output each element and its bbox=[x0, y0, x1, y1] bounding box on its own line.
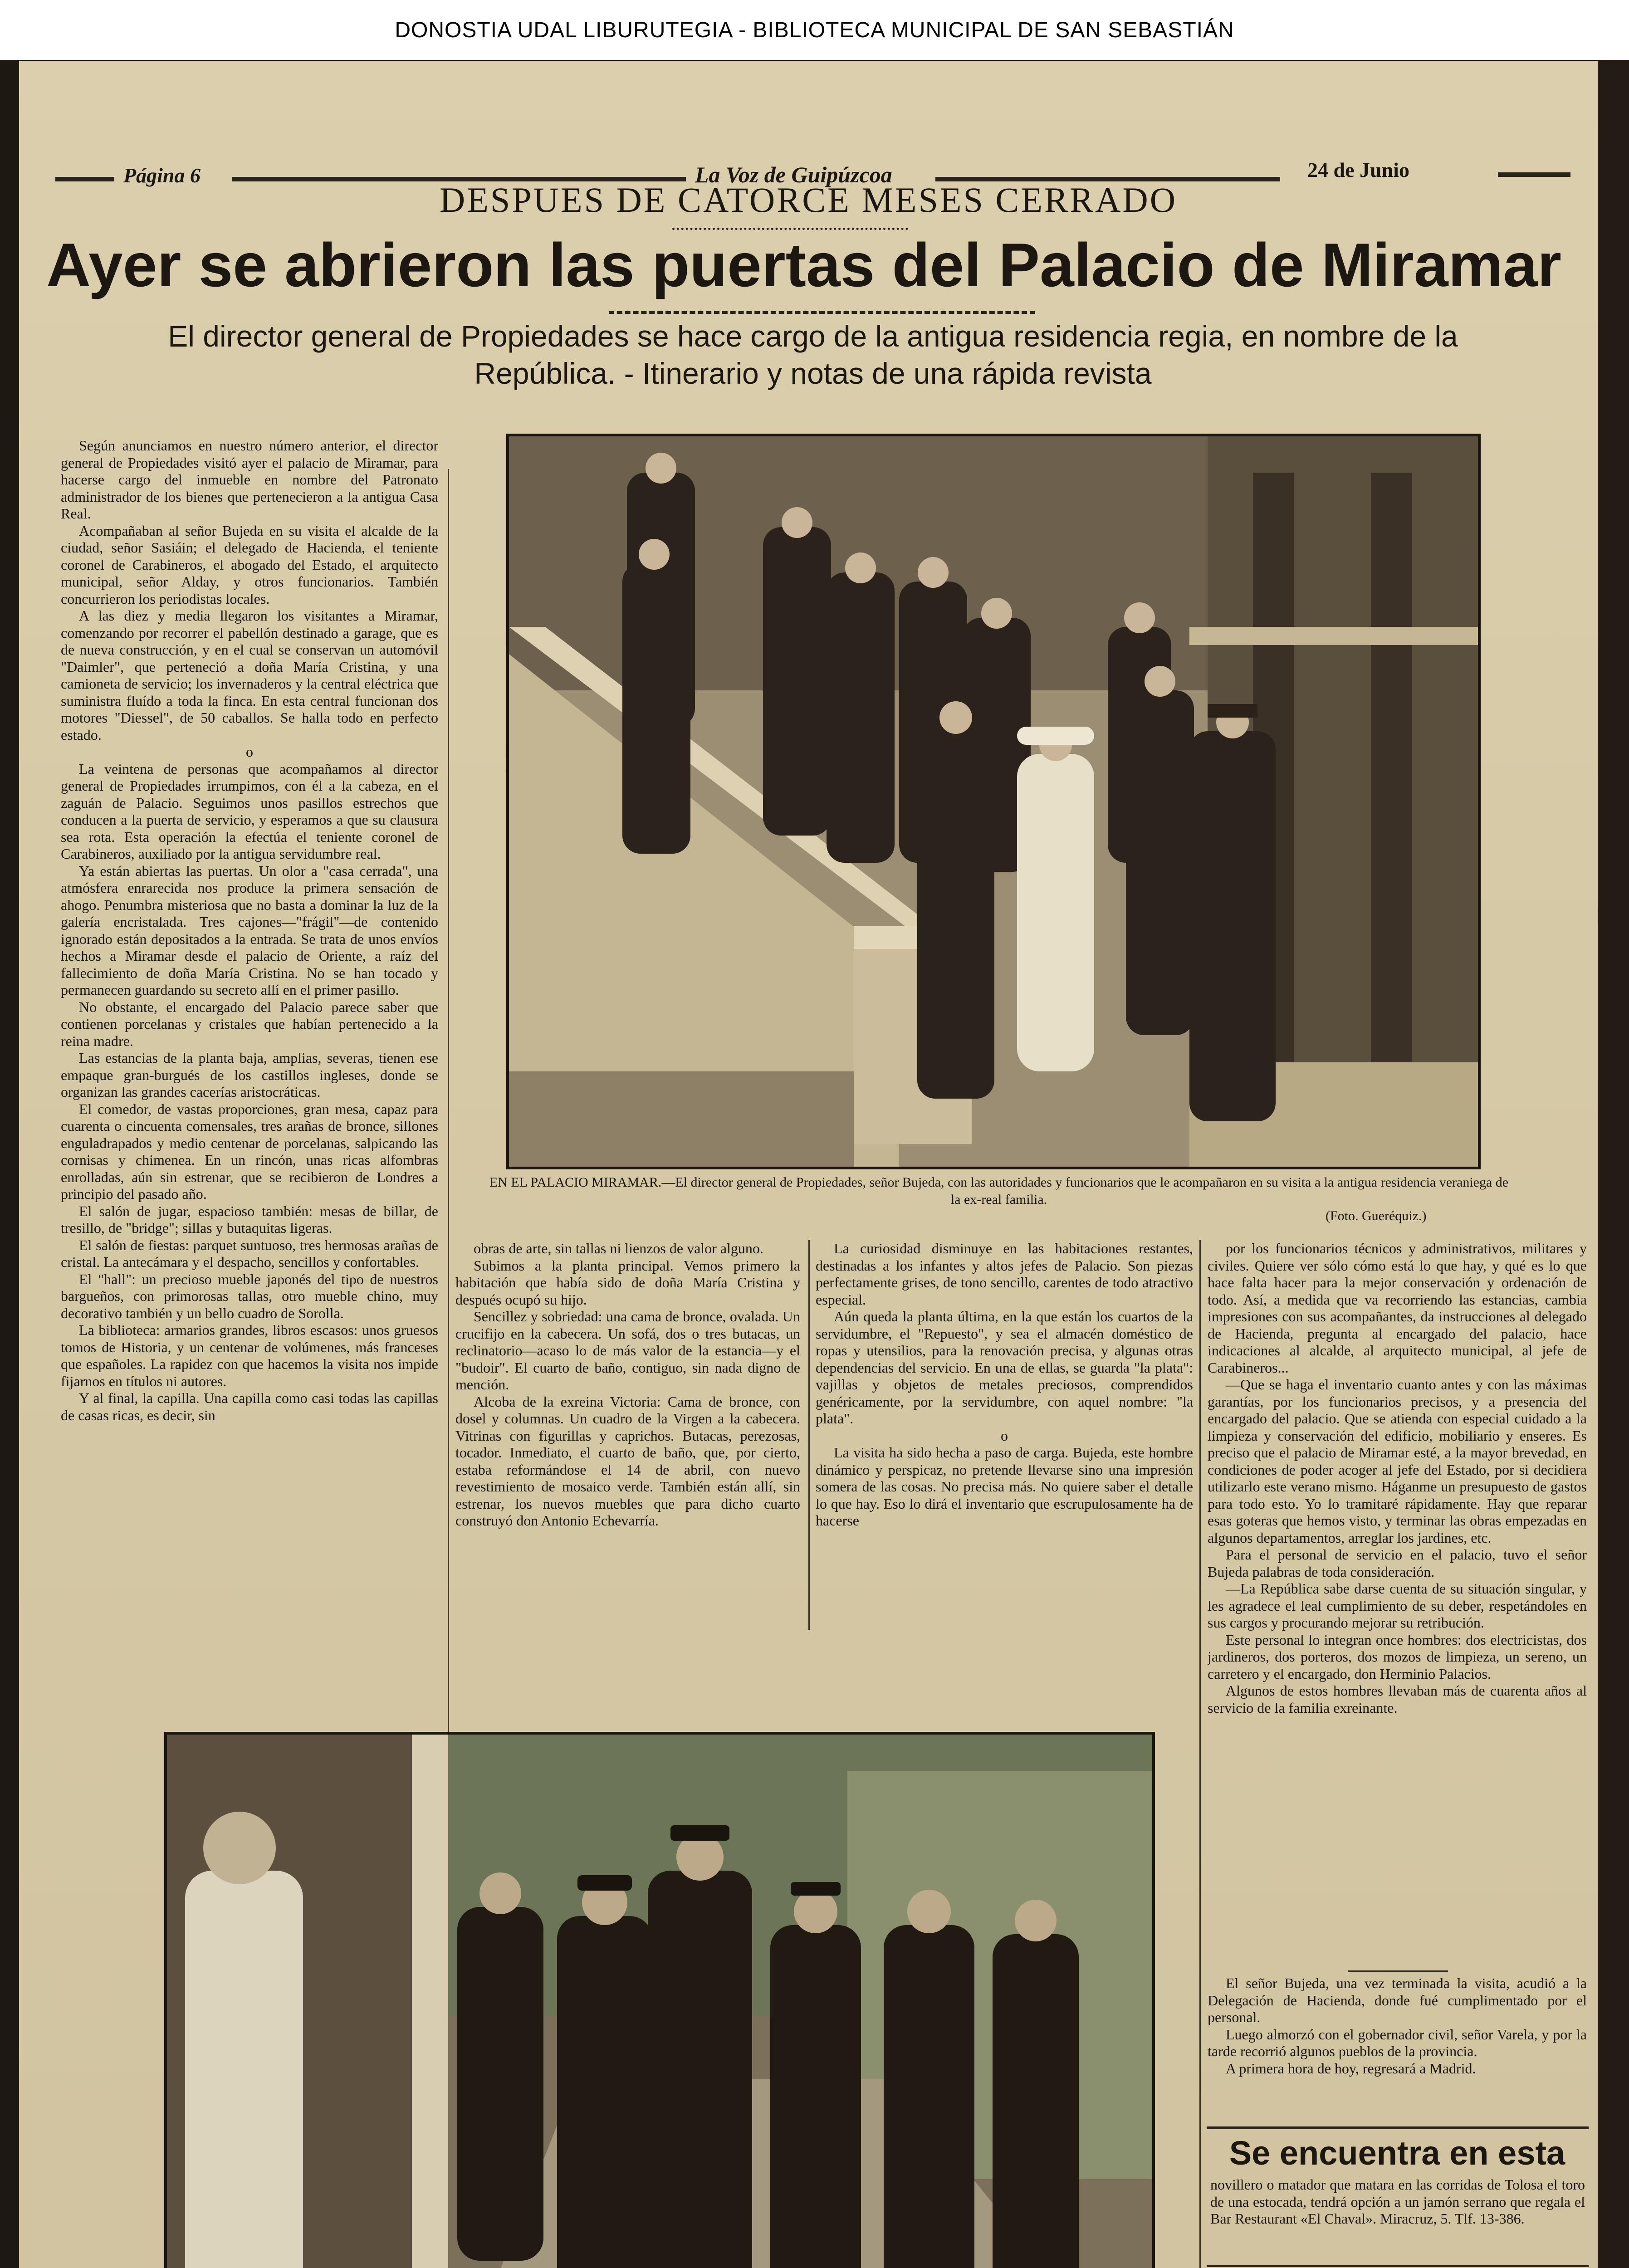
headline-ornament bbox=[609, 311, 1035, 314]
article-paragraph: Y al final, la capilla. Una capilla como casi todas las capillas de casas ricas, es decir, sin bbox=[61, 1390, 438, 1423]
advert-jamon-title: Se encuentra en esta bbox=[1229, 2134, 1565, 2172]
article-paragraph: —Que se haga el inventario cuanto antes y con las máximas garantías, por los funcionarios precisos, y a presencia del encargado del palacio. Que se atienda con especial cuidado a la limpieza y conservación del edificio, mobiliario y enseres. Es preciso que el palacio de Miramar esté, a la mayor brevedad, en condiciones de poder acoger al jefe del Estado, por si decidiera utilizarlo este verano mismo. Háganme un presupuesto de gastos para todo esto. Yo lo tramitaré rápidamente. Hay que reparar esas goteras que hemos visto, y terminar las obras empezadas en algunos departamentos, arreglar los jardines, etc. bbox=[1208, 1376, 1587, 1546]
deck-line-2: República. - Itinerario y notas de una rápida revista bbox=[474, 357, 1152, 390]
header-rule-right bbox=[1498, 172, 1570, 177]
headline-word: abrieron bbox=[284, 230, 532, 299]
column-3 bbox=[816, 1240, 1193, 1639]
newspaper-name: La Voz de Guipúzcoa bbox=[695, 162, 892, 187]
headline-word: Miramar bbox=[1321, 230, 1561, 299]
article-paragraph: La veintena de personas que acompañamos al director general de Propiedades irrumpimos, con él a la cabeza, en el zaguán de Palacio. Seguimos unos pasillos estrechos que conducen a la puerta de servicio, y esperamos a que su clausura sea rota. Esta operación la efectúa el teniente coronel de Carabineros, auxiliado por la antigua servidumbre real. bbox=[61, 760, 438, 862]
headline-word: del bbox=[892, 230, 982, 299]
main-headline bbox=[46, 230, 1561, 300]
article-paragraph: El salón de fiestas: parquet suntuoso, tres hermosas arañas de cristal. La antecámara y el despacho, sencillos y confortables. bbox=[61, 1237, 438, 1270]
advert-jamon-body: novillero o matador que matara en las corridas de Tolosa el toro de una estocada, tendrá opción a un jamón serrano que regala el Bar Restaurant «El Chaval». Miracruz, 5. Tlf. 13-386. bbox=[1210, 2176, 1585, 2227]
article-paragraph: Sencillez y sobriedad: una cama de bronce, ovalada. Un crucifijo en la cabecera. Un sofá, dos o tres butacas, un reclinatorio—acaso lo de más valor de la estancia—y el "budoir". El cuarto de baño, contiguo, sin nada digno de mención. bbox=[455, 1308, 800, 1393]
article-paragraph: Alcoba de la exreina Victoria: Cama de bronce, con dosel y columnas. Un cuadro de la Virgen a la cabecera. Vitrinas con figurillas y caprichos. Butacas, perezosas, tocador. Inmediato, el cuarto de baño, que, por cierto, estaba reformándose el 14 de abril, con nuevo revestimiento de mosaico verde. También están allí, sin estrenar, los nuevos muebles que para dicho cuarto construyó don Antonio Echevarría. bbox=[455, 1393, 800, 1529]
headline-word: Ayer bbox=[46, 230, 181, 299]
article-paragraph: La biblioteca: armarios grandes, libros escasos: unos gruesos tomos de Historia, y un centenar de volúmenes, más franceses que españoles. La rapidez con que hacemos la visita nos impide fijarnos en títulos ni autores. bbox=[61, 1322, 438, 1389]
photo-palace-staircase bbox=[506, 434, 1481, 1169]
headline-word: puertas bbox=[651, 230, 875, 299]
article-paragraph: Las estancias de la planta baja, amplias, severas, tienen ese empaque gran-burgués de los castillos ingleses, donde se organizan las grandes cacerías aristocráticas. bbox=[61, 1050, 438, 1100]
advert-jamon bbox=[1207, 2126, 1589, 2267]
kicker-headline: DESPUES DE CATORCE MESES CERRADO bbox=[439, 180, 1178, 220]
article-paragraph: —La República sabe darse cuenta de su situación singular, y les agradece el leal cumplimiento de su deber, respetándoles en sus cargos y procurando mejorar su retribución. bbox=[1208, 1580, 1587, 1631]
photo-image bbox=[509, 436, 1478, 1167]
headline-word: las bbox=[548, 230, 635, 299]
article-paragraph: El salón de jugar, espacioso también: mesas de billar, de tresillo, de "bridge"; sillas y butaquitas ligeras. bbox=[61, 1202, 438, 1236]
column-2 bbox=[455, 1240, 800, 1639]
headline-word: se bbox=[198, 230, 267, 299]
article-paragraph: o bbox=[246, 743, 253, 760]
headline-word: Palacio bbox=[998, 230, 1215, 299]
article-paragraph: La curiosidad disminuye en las habitaciones restantes, destinadas a los infantes y altos jefes de Palacio. Son piezas perfectamente grises, de tono sencillo, carentes de todo atractivo especial. bbox=[816, 1240, 1193, 1308]
issue-date: 24 de Junio bbox=[1307, 158, 1409, 181]
headline-word: de bbox=[1232, 230, 1304, 299]
photo-image-2 bbox=[167, 1735, 1152, 2268]
column-divider-3 bbox=[1199, 1240, 1201, 2268]
page-number: Página 6 bbox=[123, 164, 201, 187]
article-paragraph: A las diez y media llegaron los visitantes a Miramar, comenzando por recorrer el pabellón destinado a garage, que es de nueva construcción, y en el cual se conservan un automóvil "Daimler", que perteneció a doña María Cristina, y una camioneta de servicio; los invernaderos y la central eléctrica que suministra fluído a toda la finca. En esta central funcionan dos motores "Diessel", de 50 caballos. Se halla todo en perfecto estado. bbox=[61, 607, 438, 743]
article-paragraph: El "hall": un precioso mueble japonés del tipo de nuestros bargueños, con primorosas tallas, otro mueble chino, muy decorativo también y un bello cuadro de Sorolla. bbox=[61, 1271, 438, 1321]
article-paragraph: Luego almorzó con el gobernador civil, señor Varela, y por la tarde recorrió algunos pueblos de la provincia. bbox=[1208, 2026, 1587, 2059]
column-4 bbox=[1208, 1240, 1587, 1966]
newspaper-page bbox=[19, 61, 1598, 2268]
article-paragraph: por los funcionarios técnicos y administrativos, militares y civiles. Quiere ver sólo cómo está lo que hay, y qué es lo que hace falta hacer para la mejor conservación y ordenación de todo. Así, a medida que va recorriendo las estancias, cambia impresiones con sus acompañantes, da instrucciones al delegado de Hacienda, pregunta al encargado del palacio, hace indicaciones al alcalde, al arquitecto municipal, al jefe de Carabineros... bbox=[1208, 1240, 1587, 1376]
photo-1-credit: (Foto. Gueréquiz.) bbox=[1326, 1208, 1427, 1223]
article-paragraph: Este personal lo integran once hombres: dos electricistas, dos jardineros, dos porteros, dos mozos de limpieza, un sereno, un carretero y el encargado, don Herminio Palacios. bbox=[1208, 1631, 1587, 1682]
article-paragraph: La visita ha sido hecha a paso de carga. Bujeda, este hombre dinámico y perspicaz, no pretende llevarse sino una impresión somera de las cosas. No precisa más. No quiere saber el detalle lo que hay. Eso lo dirá el inventario que escrupulosamente ha de hacerse bbox=[816, 1444, 1193, 1529]
binding-edge bbox=[1598, 61, 1629, 2268]
photo-1-caption: EN EL PALACIO MIRAMAR.—El director general de Propiedades, señor Bujeda, con las autoridades y funcionarios que le acompañaron en su visita a la antigua residencia veraniega de la ex-real familia. bbox=[489, 1175, 1509, 1207]
article-paragraph: El señor Bujeda, una vez terminada la visita, acudió a la Delegación de Hacienda, donde fué cumplimentado por el personal. bbox=[1208, 1975, 1587, 2025]
article-paragraph: Según anunciamos en nuestro número anterior, el director general de Propiedades visitó ayer el palacio de Miramar, para hacerse cargo del inmueble en nombre del Patronato administrador de los bienes que pertenecieron a la antigua Casa Real. bbox=[61, 437, 438, 522]
column-4-separator bbox=[1348, 1970, 1448, 1972]
archive-banner: DONOSTIA UDAL LIBURUTEGIA - BIBLIOTECA MUNICIPAL DE SAN SEBASTIÁN bbox=[0, 0, 1629, 60]
article-paragraph: Aún queda la planta última, en la que están los cuartos de la servidumbre, el "Repuesto", y sea el almacén doméstico de ropas y utensilios, para la renovación precisa, y algunas otras dependencias del servicio. En una de ellas, se guarda "la plata": vajillas y objetos de metales preciosos, comprendidos genéricamente, por la servidumbre, con aquel nombre: "la plata". bbox=[816, 1308, 1193, 1427]
photo-stables-inspection bbox=[164, 1732, 1155, 2268]
column-4-continuation bbox=[1208, 1975, 1587, 2129]
article-paragraph: Acompañaban al señor Bujeda en su visita el alcalde de la ciudad, señor Sasiáin; el delegado de Hacienda, el teniente coronel de Carabineros, el abogado del Estado, el arquitecto municipal, señor Alday, y otros funcionarios. También concurrieron los periodistas locales. bbox=[61, 522, 438, 607]
deck-line-1: El director general de Propiedades se hace cargo de la antigua residencia regia, en nombre de la bbox=[168, 319, 1458, 353]
article-paragraph: A primera hora de hoy, regresará a Madrid. bbox=[1226, 2060, 1476, 2077]
article-paragraph: Ya están abiertas las puertas. Un olor a "casa cerrada", una atmósfera enrarecida nos produce la primera sensación de ahogo. Penumbra misteriosa que no basta a dominar la luz de la galería encristalada. Tres cajones—"frágil"—de contenido ignorado están depositados a la entrada. Se trata de unos envíos hechos a Miramar desde el palacio de Oriente, a raíz del fallecimiento de doña María Cristina. No se han tocado y permanecen guardando su secreto allí en el primer pasillo. bbox=[61, 862, 438, 998]
article-paragraph: Subimos a la planta principal. Vemos primero la habitación que había sido de doña María Cristina y después ocupó su hijo. bbox=[455, 1257, 800, 1308]
article-paragraph: El comedor, de vastas proporciones, gran mesa, capaz para cuarenta o cincuenta comensales, tres arañas de bronce, sillones enguladrapados y medio centenar de porcelanas, salpicando las cornisas y chimenea. En un rincón, unas ricas alfombras enrolladas, aún sin estrenar, que se recibieron de Londres a principio del pasado año. bbox=[61, 1100, 438, 1202]
article-paragraph: obras de arte, sin tallas ni lienzos de valor alguno. bbox=[474, 1240, 763, 1256]
article-paragraph: Algunos de estos hombres llevaban más de cuarenta años al servicio de la familia exreinante. bbox=[1208, 1682, 1587, 1716]
column-divider-2 bbox=[808, 1240, 810, 1630]
article-paragraph: No obstante, el encargado del Palacio parece saber que contienen porcelanas y cristales que habían pertenecido a la reina madre. bbox=[61, 998, 438, 1049]
article-paragraph: o bbox=[1001, 1427, 1008, 1444]
article-paragraph: Para el personal de servicio en el palacio, tuvo el señor Bujeda palabras de toda consideración. bbox=[1208, 1546, 1587, 1580]
